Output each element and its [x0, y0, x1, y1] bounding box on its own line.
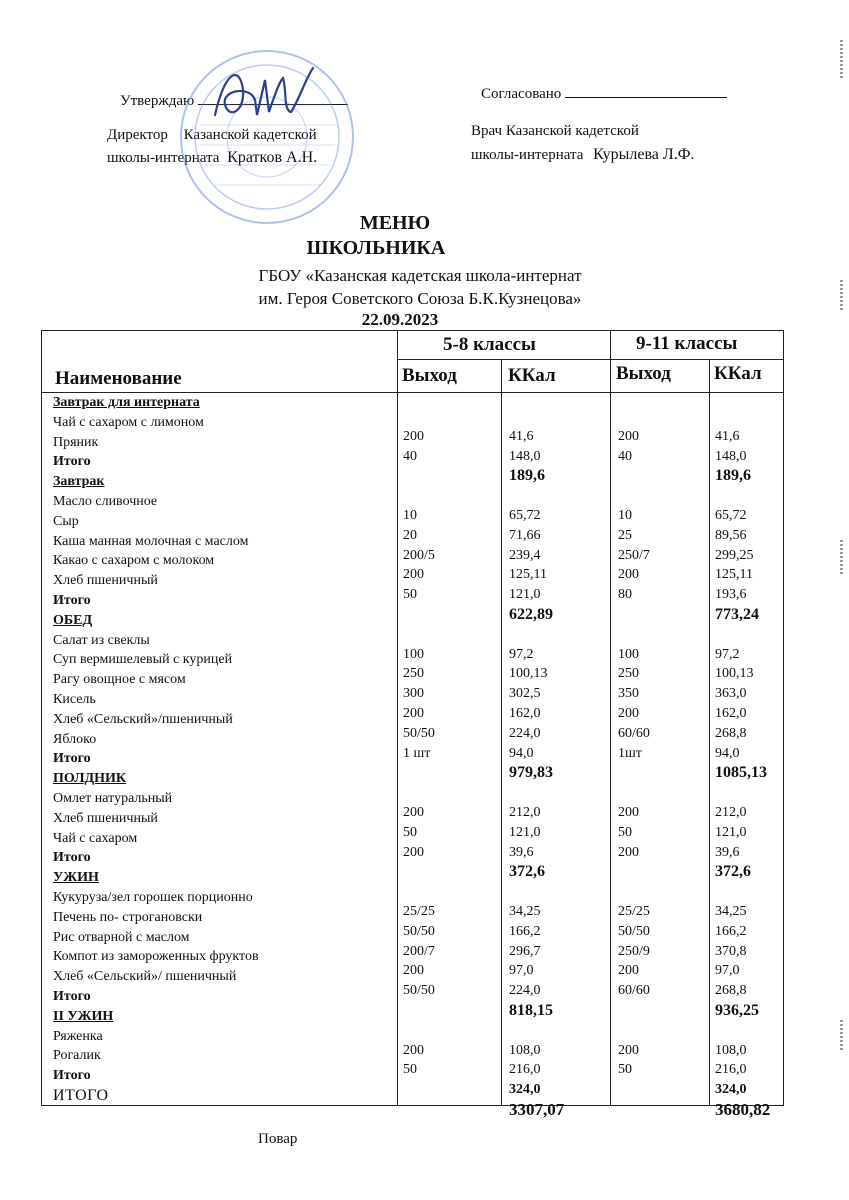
kcal-5-8-cell: 622,89 [509, 605, 553, 623]
kcal-9-11-cell [715, 486, 781, 506]
kcal-9-11-cell: 108,0 [715, 1042, 747, 1058]
out-5-8-cell [403, 466, 498, 486]
kcal-9-11-cell: 299,25 [715, 547, 754, 563]
kcal-5-8-cell: 216,0 [509, 1062, 541, 1078]
kcal-5-8-cell: 65,72 [509, 507, 541, 523]
dish-name-cell: Чай с сахаром с лимоном [53, 414, 204, 430]
dish-name-cell: Компот из замороженных фруктов [53, 949, 259, 965]
scan-mark [840, 280, 843, 310]
dish-name-cell: Ряженка [53, 1028, 103, 1044]
out-9-11-cell [618, 882, 706, 902]
kcal-9-11-cell: 34,25 [715, 903, 747, 919]
doctor-role-line2: школы-интерната [471, 147, 584, 163]
menu-table [41, 330, 784, 1119]
kcal-9-11-cell: 94,0 [715, 745, 740, 761]
agreed-line [481, 86, 727, 103]
kcal-5-8-cell: 818,15 [509, 1001, 553, 1019]
dish-name-cell: Рогалик [53, 1048, 101, 1064]
out-5-8-cell: 200 [403, 804, 424, 820]
kcal-5-8-cell: 162,0 [509, 705, 541, 721]
dish-name-cell: Салат из свеклы [53, 632, 150, 648]
out-9-11-cell [618, 862, 706, 882]
dish-name-cell: Хлеб пшеничный [53, 810, 158, 826]
out-5-8-cell: 50 [403, 587, 417, 603]
kcal-9-11-cell: 324,0 [715, 1082, 747, 1098]
out-5-8-cell [403, 407, 498, 427]
out-9-11-cell: 60/60 [618, 725, 650, 741]
kcal-5-8-cell: 239,4 [509, 547, 541, 563]
scan-mark [840, 1020, 843, 1050]
kcal-9-11-cell [715, 625, 781, 645]
out-9-11-cell: 60/60 [618, 983, 650, 999]
dish-name-cell: Масло сливочное [53, 493, 158, 509]
dish-name-cell: Какао с сахаром с молоком [53, 553, 215, 569]
kcal-9-11-cell: 216,0 [715, 1062, 747, 1078]
out-9-11-cell: 250/9 [618, 943, 650, 959]
scan-mark [840, 540, 843, 575]
kcal-9-11-cell: 363,0 [715, 686, 747, 702]
out-5-8-cell: 20 [403, 527, 417, 543]
out-9-11-cell: 25 [618, 527, 632, 543]
dish-name-cell: Кукуруза/зел горошек порционно [53, 889, 253, 905]
kcal-9-11-cell [715, 783, 781, 803]
out-9-11-cell [618, 763, 706, 783]
scan-mark [840, 40, 843, 80]
out-5-8-cell: 200 [403, 705, 424, 721]
director-role-label: Директор [107, 127, 168, 143]
dish-name-cell: Хлеб пшеничный [53, 573, 158, 589]
out-5-8-cell: 200 [403, 844, 424, 860]
dish-name-cell: Хлеб «Сельский»/пшеничный [53, 711, 233, 727]
out-5-8-cell [403, 783, 498, 803]
kcal-9-11-cell: 65,72 [715, 507, 747, 523]
out-5-8-cell: 200 [403, 428, 424, 444]
kcal-5-8-cell: 39,6 [509, 844, 534, 860]
out-9-11-cell [618, 486, 706, 506]
kcal-5-8-cell: 979,83 [509, 764, 553, 782]
kcal-5-8-cell: 324,0 [509, 1082, 541, 1098]
director-role-line2: школы-интерната [107, 150, 220, 166]
dish-name-cell: Каша манная молочная с маслом [53, 533, 249, 549]
kcal-5-8-column [509, 407, 607, 1120]
dish-name-cell: Итого [53, 988, 91, 1004]
dish-name-cell: Суп вермишелевый с курицей [53, 652, 233, 668]
out-9-11-cell [618, 625, 706, 645]
name-column-header: Наименование [55, 368, 182, 389]
out-5-8-cell: 50/50 [403, 923, 435, 939]
out-9-11-header: Выход [616, 363, 671, 384]
kcal-5-8-cell: 296,7 [509, 943, 541, 959]
kcal-5-8-header: ККал [508, 365, 556, 386]
kcal-5-8-cell [509, 486, 607, 506]
kcal-5-8-cell: 224,0 [509, 725, 541, 741]
out-5-8-cell [403, 605, 498, 625]
out-5-8-cell [403, 1100, 498, 1120]
out-5-8-cell [403, 1080, 498, 1100]
doctor-name-line [471, 146, 694, 164]
dish-name-cell: Пряник [53, 434, 99, 450]
kcal-9-11-cell: 370,8 [715, 943, 747, 959]
out-5-8-cell: 300 [403, 686, 424, 702]
out-9-11-cell: 100 [618, 646, 639, 662]
dish-name-cell: Рагу овощное с мясом [53, 672, 186, 688]
dish-name-cell: Печень по- строгановски [53, 909, 203, 925]
kcal-5-8-cell: 121,0 [509, 587, 541, 603]
kcal-5-8-cell: 189,6 [509, 467, 545, 485]
dish-name-cell: II УЖИН [53, 1008, 114, 1024]
kcal-9-11-cell: 3680,82 [715, 1099, 771, 1119]
out-5-8-cell [403, 625, 498, 645]
kcal-5-8-cell: 148,0 [509, 448, 541, 464]
out-9-11-cell: 200 [618, 705, 639, 721]
out-9-11-cell [618, 783, 706, 803]
dish-name-cell: Итого [53, 850, 91, 866]
org-line1: ГБОУ «Казанская кадетская школа-интернат [258, 266, 582, 285]
kcal-5-8-cell: 166,2 [509, 923, 541, 939]
kcal-9-11-cell: 193,6 [715, 587, 747, 603]
dish-name-cell: Яблоко [53, 731, 97, 747]
out-9-11-cell: 50 [618, 824, 632, 840]
out-5-8-cell: 200/5 [403, 547, 435, 563]
dish-name-column [53, 393, 393, 1106]
kcal-5-8-cell: 302,5 [509, 686, 541, 702]
out-9-11-cell: 200 [618, 1042, 639, 1058]
out-5-8-cell [403, 1021, 498, 1041]
out-5-8-cell: 200 [403, 1042, 424, 1058]
kcal-9-11-cell: 97,0 [715, 963, 740, 979]
kcal-9-11-cell: 189,6 [715, 467, 751, 485]
kcal-5-8-cell: 100,13 [509, 666, 548, 682]
dish-name-cell: Завтрак для интерната [53, 395, 200, 410]
kcal-5-8-cell: 41,6 [509, 428, 534, 444]
kcal-5-8-cell: 212,0 [509, 804, 541, 820]
kcal-9-11-cell: 39,6 [715, 844, 740, 860]
out-9-11-cell [618, 1080, 706, 1100]
kcal-9-11-column [715, 407, 781, 1120]
out-9-11-cell: 80 [618, 587, 632, 603]
kcal-9-11-header: ККал [714, 363, 762, 384]
out-5-8-cell: 10 [403, 507, 417, 523]
group-9-11-header: 9-11 классы [636, 333, 738, 354]
kcal-5-8-cell [509, 882, 607, 902]
kcal-5-8-cell: 121,0 [509, 824, 541, 840]
out-9-11-cell: 25/25 [618, 903, 650, 919]
dish-name-cell: Итого [53, 454, 91, 470]
group-5-8-header: 5-8 классы [443, 334, 536, 355]
dish-name-cell: Кисель [53, 691, 96, 707]
out-5-8-cell: 100 [403, 646, 424, 662]
org-line2: им. Героя Советского Союза Б.К.Кузнецова» [258, 289, 582, 308]
out-9-11-cell [618, 1100, 706, 1120]
dish-name-cell: ИТОГО [53, 1086, 109, 1104]
out-5-8-cell: 40 [403, 448, 417, 464]
dish-name-cell: Омлет натуральный [53, 790, 173, 806]
approve-label: Утверждаю [120, 93, 195, 109]
out-9-11-cell [618, 605, 706, 625]
director-signature-icon [195, 60, 335, 130]
out-9-11-cell: 50/50 [618, 923, 650, 939]
kcal-9-11-cell: 936,25 [715, 1001, 759, 1019]
kcal-5-8-cell: 71,66 [509, 527, 541, 543]
kcal-5-8-cell [509, 1021, 607, 1041]
dish-name-cell: Сыр [53, 513, 79, 529]
out-5-8-cell: 200/7 [403, 943, 435, 959]
out-9-11-cell: 250 [618, 666, 639, 682]
menu-title: МЕНЮ [359, 212, 431, 234]
kcal-5-8-cell: 94,0 [509, 745, 534, 761]
dish-name-cell: ОБЕД [53, 612, 93, 628]
kcal-9-11-cell: 268,8 [715, 983, 747, 999]
out-9-11-cell [618, 466, 706, 486]
cook-label: Повар [258, 1131, 298, 1147]
dish-name-cell: Завтрак [53, 474, 105, 490]
out-9-11-cell: 50 [618, 1062, 632, 1078]
out-9-11-cell [618, 1021, 706, 1041]
kcal-5-8-cell: 125,11 [509, 567, 547, 583]
out-5-8-cell: 25/25 [403, 903, 435, 919]
dish-name-cell: Чай с сахаром [53, 830, 138, 846]
kcal-9-11-cell: 162,0 [715, 705, 747, 721]
out-9-11-cell: 1шт [618, 745, 642, 761]
kcal-9-11-cell: 89,56 [715, 527, 747, 543]
out-5-8-cell [403, 486, 498, 506]
kcal-9-11-cell: 41,6 [715, 428, 740, 444]
doctor-role: Врач Казанской кадетской [471, 123, 639, 139]
out-5-8-column [403, 407, 498, 1120]
kcal-5-8-cell: 97,2 [509, 646, 534, 662]
kcal-5-8-cell [509, 783, 607, 803]
out-5-8-cell [403, 1001, 498, 1021]
kcal-9-11-cell: 100,13 [715, 666, 754, 682]
dish-name-cell: Хлеб «Сельский»/ пшеничный [53, 969, 237, 985]
director-school-label: Казанской кадетской [183, 127, 317, 143]
dish-name-cell: ПОЛДНИК [53, 771, 127, 787]
out-9-11-cell [618, 407, 706, 427]
out-5-8-cell: 200 [403, 963, 424, 979]
menu-subtitle: ШКОЛЬНИКА [306, 237, 446, 259]
kcal-9-11-cell: 121,0 [715, 824, 747, 840]
kcal-5-8-cell [509, 625, 607, 645]
kcal-9-11-cell: 773,24 [715, 605, 759, 623]
director-name: Кратков А.Н. [227, 149, 318, 166]
dish-name-cell: Рис отварной с маслом [53, 929, 190, 945]
kcal-5-8-cell: 224,0 [509, 983, 541, 999]
out-5-8-cell: 1 шт [403, 745, 431, 761]
out-9-11-cell: 250/7 [618, 547, 650, 563]
out-5-8-cell: 50 [403, 1062, 417, 1078]
agreed-label: Согласовано [481, 86, 562, 102]
out-5-8-cell [403, 763, 498, 783]
out-5-8-cell: 250 [403, 666, 424, 682]
out-5-8-cell [403, 882, 498, 902]
kcal-5-8-cell: 3307,07 [509, 1099, 565, 1119]
out-5-8-cell: 200 [403, 567, 424, 583]
kcal-5-8-cell [509, 407, 607, 427]
kcal-9-11-cell: 148,0 [715, 448, 747, 464]
kcal-9-11-cell: 125,11 [715, 567, 753, 583]
doctor-name: Курылева Л.Ф. [593, 146, 695, 163]
out-9-11-cell: 350 [618, 686, 639, 702]
agreed-signature-line [565, 97, 727, 98]
out-9-11-cell: 200 [618, 428, 639, 444]
kcal-5-8-cell: 97,0 [509, 963, 534, 979]
out-9-11-cell: 200 [618, 804, 639, 820]
kcal-9-11-cell: 1085,13 [715, 764, 767, 782]
kcal-9-11-cell [715, 1021, 781, 1041]
kcal-9-11-cell: 268,8 [715, 725, 747, 741]
out-9-11-cell: 200 [618, 567, 639, 583]
out-9-11-cell [618, 1001, 706, 1021]
kcal-9-11-cell: 212,0 [715, 804, 747, 820]
kcal-9-11-cell: 97,2 [715, 646, 740, 662]
kcal-9-11-cell: 372,6 [715, 863, 751, 881]
out-5-8-cell: 50/50 [403, 983, 435, 999]
kcal-5-8-cell: 108,0 [509, 1042, 541, 1058]
out-5-8-cell: 50/50 [403, 725, 435, 741]
dish-name-cell: Итого [53, 751, 91, 767]
kcal-5-8-cell: 34,25 [509, 903, 541, 919]
out-9-11-cell: 40 [618, 448, 632, 464]
out-5-8-header: Выход [402, 365, 457, 386]
out-9-11-cell: 200 [618, 844, 639, 860]
kcal-9-11-cell [715, 407, 781, 427]
dish-name-cell: Итого [53, 592, 91, 608]
out-9-11-cell: 10 [618, 507, 632, 523]
menu-date: 22.09.2023 [361, 310, 439, 329]
kcal-5-8-cell: 372,6 [509, 863, 545, 881]
out-9-11-column [618, 407, 706, 1120]
dish-name-cell: УЖИН [53, 870, 99, 886]
out-5-8-cell [403, 862, 498, 882]
kcal-9-11-cell [715, 882, 781, 902]
out-9-11-cell: 200 [618, 963, 639, 979]
dish-name-cell: Итого [53, 1068, 91, 1084]
out-5-8-cell: 50 [403, 824, 417, 840]
kcal-9-11-cell: 166,2 [715, 923, 747, 939]
